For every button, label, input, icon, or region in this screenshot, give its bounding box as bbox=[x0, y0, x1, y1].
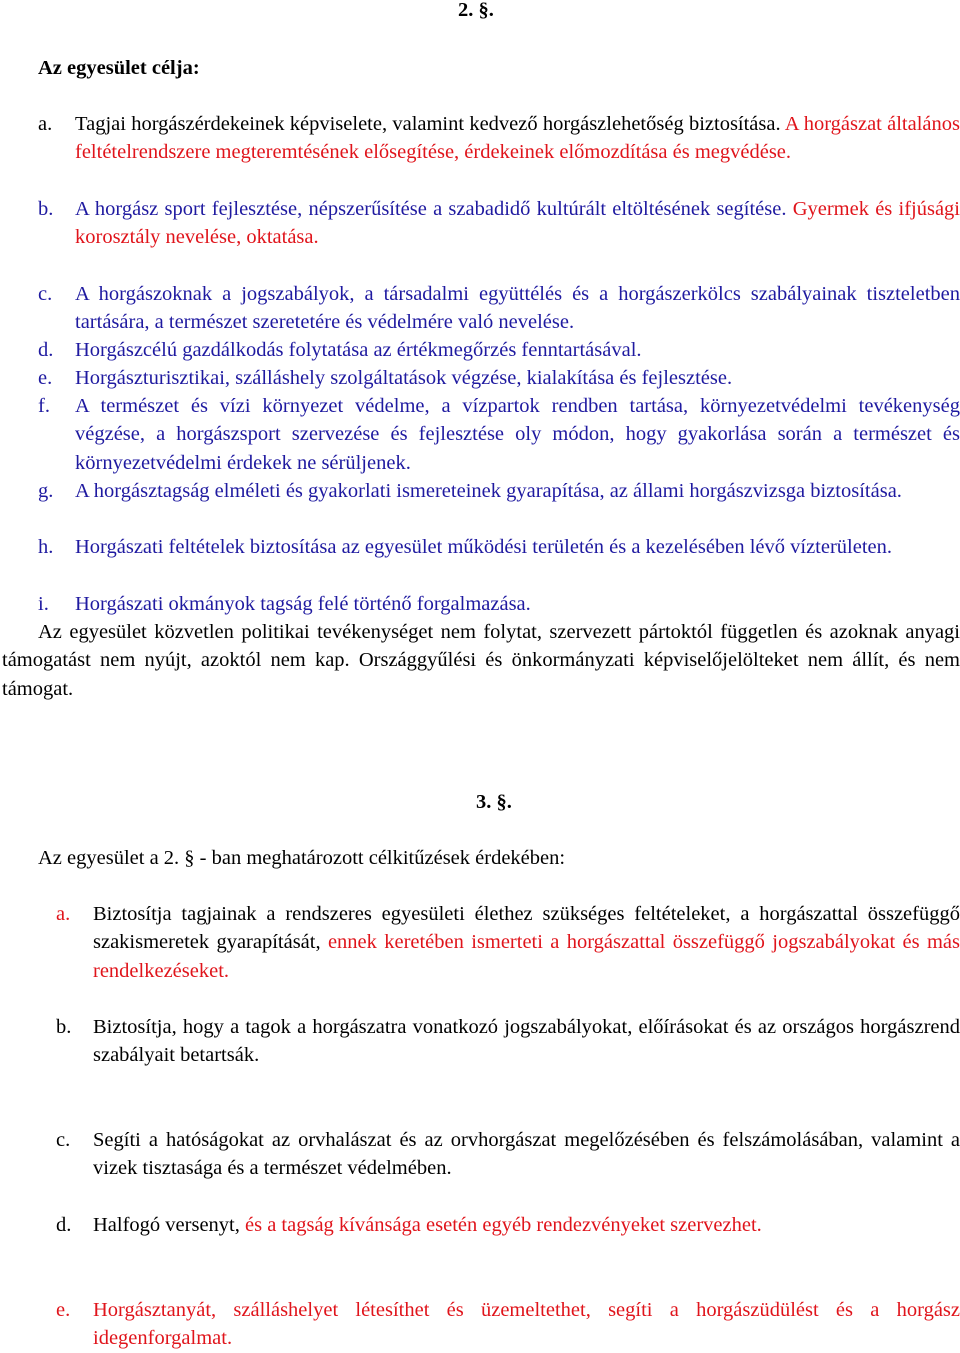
list-item bbox=[38, 392, 960, 482]
list-item bbox=[56, 1296, 960, 1353]
list-item-text-part: Horgásztanyát, szálláshelyet létesíthet és üzemeltethet, segíti a horgászüdülést és a horgász idegenforgalmat. bbox=[93, 1299, 960, 1350]
list-item-label: d. bbox=[56, 1214, 72, 1236]
list-item-label: d. bbox=[38, 339, 54, 361]
list-item-text: A természet és vízi környezet védelme, a vízpartok rendben tartása, környezetvédelmi tevékenység végzése, a horgászsport szervezése és fejlesztése oly módon, hogy gyakorlása során a természet és környezetvédelmi érdekek ne sérüljenek. bbox=[75, 395, 960, 474]
section-2-title: Az egyesület célja: bbox=[38, 57, 200, 79]
list-item-text bbox=[75, 110, 960, 167]
list-item bbox=[56, 900, 960, 990]
list-item bbox=[38, 110, 960, 200]
list-item bbox=[38, 477, 960, 537]
list-item-text-part: A horgász sport fejlesztése, népszerűsítése a szabadidő kultúrált eltöltésének segítése. bbox=[75, 198, 787, 220]
list-item bbox=[56, 1013, 960, 1073]
list-item-label: b. bbox=[56, 1016, 72, 1038]
list-item-text: Horgászturisztikai, szálláshely szolgáltatások végzése, kialakítása és fejlesztése. bbox=[75, 367, 733, 389]
list-item-text-part: Biztosítja tagjainak a rendszeres egyesületi élethez szükséges feltételeket, a horgászattal összefüggő szakismeretek gyarapítását, bbox=[93, 903, 960, 954]
list-item-label: g. bbox=[38, 480, 54, 502]
list-item-text-part: ennek keretében ismerteti a horgászattal összefüggő jogszabályokat és más rendelkezéseket. bbox=[93, 931, 960, 982]
section-2-heading: 2. §. bbox=[458, 0, 494, 21]
list-item-label: c. bbox=[56, 1129, 71, 1151]
list-item-text bbox=[93, 1013, 960, 1070]
list-item-text bbox=[75, 195, 960, 252]
list-item-text bbox=[93, 900, 960, 985]
list-item bbox=[38, 195, 960, 255]
list-item-text bbox=[93, 1296, 960, 1353]
list-item-label: i. bbox=[38, 593, 49, 615]
list-item-label: f. bbox=[38, 395, 50, 417]
list-item-text-part: Gyermek és ifjúsági korosztály nevelése, oktatása. bbox=[75, 198, 960, 249]
list-item-label: e. bbox=[56, 1299, 71, 1321]
list-item-text-part: Halfogó versenyt, bbox=[93, 1214, 245, 1236]
list-item-label: e. bbox=[38, 367, 53, 389]
list-item-text: Horgászati okmányok tagság felé történő forgalmazása. bbox=[75, 593, 531, 615]
section-3-intro: Az egyesület a 2. § - ban meghatározott célkitűzések érdekében: bbox=[38, 847, 566, 869]
section-3-heading: 3. §. bbox=[476, 791, 512, 813]
list-item-text-part: Biztosítja, hogy a tagok a horgászatra vonatkozó jogszabályokat, előírásokat és az országos horgászrend szabályait betartsák. bbox=[93, 1016, 960, 1067]
list-item bbox=[56, 1126, 960, 1186]
list-item-text-part: A horgászat általános feltételrendszere megteremtésének elősegítése, érdekeinek előmozdítása és megvédése. bbox=[75, 113, 960, 164]
list-item-label: a. bbox=[38, 113, 53, 135]
list-item-text: Horgászati feltételek biztosítása az egyesület működési területén és a kezelésében lévő vízterületen. bbox=[75, 536, 892, 558]
closing-paragraph: Az egyesület közvetlen politikai tevékenységet nem folytat, szervezett pártoktól független és azoknak anyagi támogatást nem nyújt, azoktól nem kap. Országgyűlési és önkormányzati képviselőjelölteket nem állít, és nem támogat. bbox=[2, 621, 960, 700]
list-item-text bbox=[93, 1211, 960, 1239]
list-item-text bbox=[93, 1126, 960, 1183]
list-item bbox=[38, 280, 960, 340]
list-item-text-part: és a tagság kívánsága esetén egyéb rendezvényeket szervezhet. bbox=[245, 1214, 762, 1236]
list-item-label: a. bbox=[56, 903, 71, 925]
list-item-text-part: Segíti a hatóságokat az orvhalászat és az orvhorgászat megelőzésében és felszámolásában, valamint a vizek tisztasága és a természet védelmében. bbox=[93, 1129, 960, 1180]
list-item bbox=[38, 533, 960, 593]
list-item-label: b. bbox=[38, 198, 54, 220]
list-item-text-part: Tagjai horgászérdekeinek képviselete, valamint kedvező horgászlehetőség biztosítása. bbox=[75, 113, 781, 135]
list-item-text: A horgászoknak a jogszabályok, a társadalmi együttélés és a horgászerkölcs szabályainak tiszteletben tartására, a természet szeretetére és védelmére való nevelése. bbox=[75, 283, 960, 334]
list-item-text: A horgásztagság elméleti és gyakorlati ismereteinek gyarapítása, az állami horgászvizsga biztosítása. bbox=[75, 480, 902, 502]
list-item-label: h. bbox=[38, 536, 54, 558]
list-item-label: c. bbox=[38, 283, 53, 305]
list-item-text: Horgászcélú gazdálkodás folytatása az értékmegőrzés fenntartásával. bbox=[75, 339, 642, 361]
